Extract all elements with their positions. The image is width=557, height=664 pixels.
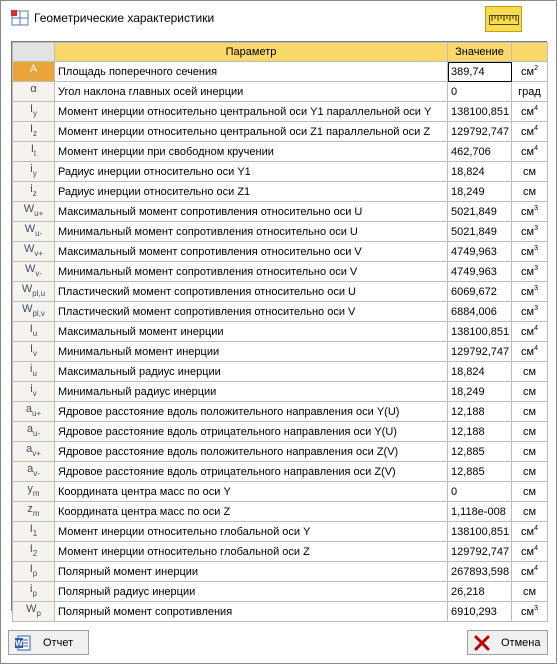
symbol-subscript: pl,v bbox=[32, 308, 45, 318]
row-value[interactable]: 18,249 bbox=[448, 382, 512, 402]
row-unit bbox=[512, 202, 548, 222]
row-parameter: Минимальный момент сопротивления относительно оси V bbox=[55, 262, 448, 282]
symbol-subscript: u- bbox=[35, 228, 43, 238]
symbol-base: I bbox=[29, 562, 33, 575]
row-unit bbox=[512, 462, 548, 482]
symbol-base: a bbox=[26, 422, 33, 435]
row-parameter: Момент инерции относительно центральной оси Z1 параллельной оси Z bbox=[55, 122, 448, 142]
row-symbol bbox=[13, 562, 55, 582]
symbol-subscript: u bbox=[32, 368, 37, 378]
row-symbol bbox=[13, 302, 55, 322]
unit-text: см bbox=[522, 185, 537, 198]
row-symbol bbox=[13, 62, 55, 82]
row-parameter: Максимальный радиус инерции bbox=[55, 362, 448, 382]
unit-power: 3 bbox=[534, 224, 538, 232]
close-x-icon bbox=[474, 635, 490, 654]
unit-power: 3 bbox=[534, 304, 538, 312]
symbol-base: I bbox=[30, 142, 34, 155]
properties-table-container[interactable] bbox=[11, 41, 547, 618]
symbol-base: I bbox=[29, 122, 34, 135]
symbol-subscript: v bbox=[32, 388, 37, 398]
unit-text: см bbox=[522, 425, 537, 438]
row-unit bbox=[512, 362, 548, 382]
unit-text: см bbox=[522, 165, 537, 178]
unit-power: 4 bbox=[534, 144, 538, 152]
unit-text: см bbox=[521, 345, 535, 358]
row-parameter: Радиус инерции относительно оси Z1 bbox=[55, 182, 448, 202]
table-row[interactable] bbox=[13, 322, 548, 342]
table-row[interactable] bbox=[13, 342, 548, 362]
row-parameter: Пластический момент сопротивления относительно оси U bbox=[55, 282, 448, 302]
row-value[interactable]: 6884,006 bbox=[448, 302, 512, 322]
symbol-base: W bbox=[21, 282, 33, 295]
row-parameter: Момент инерции относительно глобальной оси Y bbox=[55, 522, 448, 542]
unit-text: см bbox=[522, 405, 537, 418]
unit-text: см bbox=[522, 445, 537, 458]
report-button[interactable] bbox=[8, 630, 89, 655]
row-unit bbox=[512, 382, 548, 402]
table-row[interactable] bbox=[13, 482, 548, 502]
row-parameter: Минимальный момент сопротивления относительно оси U bbox=[55, 222, 448, 242]
row-parameter: Ядровое расстояние вдоль отрицательного направления оси Y(U) bbox=[55, 422, 448, 442]
symbol-subscript: y bbox=[33, 108, 38, 118]
table-row[interactable] bbox=[13, 302, 548, 322]
row-parameter: Площадь поперечного сечения bbox=[55, 62, 448, 82]
row-value[interactable]: 12,885 bbox=[448, 442, 512, 462]
symbol-subscript: v+ bbox=[34, 248, 44, 258]
symbol-base: z bbox=[27, 502, 33, 515]
row-parameter: Ядровое расстояние вдоль положительного направления оси Y(U) bbox=[55, 402, 448, 422]
unit-text: см bbox=[522, 365, 537, 378]
row-parameter: Полярный момент сопротивления bbox=[55, 602, 448, 622]
row-unit bbox=[512, 482, 548, 502]
symbol-base: W bbox=[22, 302, 33, 315]
row-parameter: Максимальный момент сопротивления относительно оси V bbox=[55, 242, 448, 262]
row-parameter: Момент инерции при свободном кручении bbox=[55, 142, 448, 162]
symbol-base: I bbox=[29, 102, 34, 115]
symbol-subscript: z bbox=[32, 188, 37, 198]
symbol-subscript: 1 bbox=[32, 528, 38, 538]
table-row[interactable] bbox=[13, 122, 548, 142]
symbol-subscript: 2 bbox=[32, 548, 38, 558]
row-unit bbox=[512, 282, 548, 302]
row-symbol bbox=[13, 242, 55, 262]
row-parameter: Координата центра масс по оси Y bbox=[55, 482, 448, 502]
symbol-subscript: v- bbox=[33, 468, 40, 478]
table-row[interactable] bbox=[13, 262, 548, 282]
row-unit bbox=[512, 262, 548, 282]
symbol-subscript: v+ bbox=[32, 448, 41, 458]
row-value[interactable]: 0 bbox=[448, 482, 512, 502]
row-symbol bbox=[13, 322, 55, 342]
symbol-subscript: p bbox=[32, 568, 38, 578]
row-unit bbox=[512, 542, 548, 562]
symbol-base: i bbox=[30, 182, 33, 195]
symbol-base: I bbox=[29, 322, 33, 335]
row-symbol bbox=[13, 342, 55, 362]
symbol-subscript: v bbox=[33, 348, 38, 358]
title-bar bbox=[1, 1, 556, 35]
row-unit bbox=[512, 242, 548, 262]
unit-power: 3 bbox=[534, 284, 538, 292]
svg-text:W: W bbox=[15, 639, 23, 648]
row-value[interactable]: 26,218 bbox=[448, 582, 512, 602]
unit-text: см bbox=[521, 145, 535, 158]
unit-text: см bbox=[521, 265, 535, 278]
row-parameter: Координата центра масс по оси Z bbox=[55, 502, 448, 522]
row-symbol bbox=[13, 462, 55, 482]
row-value[interactable]: 138100,851 bbox=[448, 522, 512, 542]
row-parameter: Полярный момент инерции bbox=[55, 562, 448, 582]
section-properties-icon bbox=[11, 10, 29, 26]
row-unit bbox=[512, 182, 548, 202]
row-value[interactable]: 138100,851 bbox=[448, 102, 512, 122]
unit-power: 4 bbox=[534, 344, 538, 352]
row-unit bbox=[512, 442, 548, 462]
symbol-base: i bbox=[30, 382, 33, 395]
table-row[interactable] bbox=[13, 182, 548, 202]
unit-text: см bbox=[521, 105, 535, 118]
unit-text: см bbox=[521, 205, 535, 218]
row-symbol bbox=[13, 442, 55, 462]
unit-text: см bbox=[522, 465, 537, 478]
properties-table bbox=[12, 42, 548, 622]
unit-text: см bbox=[521, 325, 535, 338]
symbol-base: W bbox=[23, 242, 35, 255]
row-unit bbox=[512, 602, 548, 622]
row-unit bbox=[512, 102, 548, 122]
row-symbol bbox=[13, 122, 55, 142]
cancel-button-label: Отмена bbox=[501, 637, 541, 649]
row-symbol bbox=[13, 382, 55, 402]
header-corner bbox=[13, 43, 55, 62]
unit-power: 3 bbox=[534, 264, 538, 272]
symbol-subscript: u+ bbox=[34, 208, 44, 218]
unit-power: 4 bbox=[534, 524, 538, 532]
table-row[interactable] bbox=[13, 462, 548, 482]
row-unit bbox=[512, 562, 548, 582]
row-parameter: Максимальный момент инерции bbox=[55, 322, 448, 342]
symbol-subscript: u- bbox=[33, 428, 41, 438]
symbol-base: I bbox=[29, 342, 34, 355]
symbol-subscript: p bbox=[32, 588, 37, 598]
row-value[interactable]: 6069,672 bbox=[448, 282, 512, 302]
symbol-subscript: pl,u bbox=[32, 288, 46, 298]
table-row[interactable] bbox=[13, 562, 548, 582]
row-symbol bbox=[13, 262, 55, 282]
unit-power: 4 bbox=[534, 324, 538, 332]
row-symbol bbox=[13, 182, 55, 202]
row-parameter: Полярный радиус инерции bbox=[55, 582, 448, 602]
row-parameter: Минимальный момент инерции bbox=[55, 342, 448, 362]
row-symbol bbox=[13, 422, 55, 442]
table-row[interactable] bbox=[13, 442, 548, 462]
unit-power: 4 bbox=[534, 124, 538, 132]
row-value[interactable]: 18,824 bbox=[448, 362, 512, 382]
table-row[interactable] bbox=[13, 522, 548, 542]
row-unit bbox=[512, 422, 548, 442]
table-row[interactable] bbox=[13, 542, 548, 562]
unit-text: см bbox=[522, 485, 537, 498]
unit-power: 4 bbox=[534, 544, 538, 552]
row-symbol bbox=[13, 362, 55, 382]
row-value[interactable]: 18,249 bbox=[448, 182, 512, 202]
row-unit bbox=[512, 342, 548, 362]
row-value[interactable]: 1,118e-008 bbox=[448, 502, 512, 522]
row-value[interactable]: 129792,747 bbox=[448, 122, 512, 142]
table-row[interactable] bbox=[13, 422, 548, 442]
row-unit bbox=[512, 522, 548, 542]
symbol-subscript: z bbox=[33, 128, 38, 138]
row-unit bbox=[512, 122, 548, 142]
symbol-base: W bbox=[26, 602, 37, 615]
unit-power: 2 bbox=[534, 64, 538, 72]
row-parameter: Минимальный радиус инерции bbox=[55, 382, 448, 402]
row-symbol bbox=[13, 502, 55, 522]
row-value[interactable]: 12,188 bbox=[448, 402, 512, 422]
row-unit bbox=[512, 502, 548, 522]
row-value[interactable]: 5021,849 bbox=[448, 202, 512, 222]
table-row[interactable] bbox=[13, 502, 548, 522]
row-parameter: Ядровое расстояние вдоль отрицательного направления оси Z(V) bbox=[55, 462, 448, 482]
table-row[interactable] bbox=[13, 82, 548, 102]
symbol-subscript: y bbox=[32, 168, 37, 178]
symbol-base: α bbox=[30, 82, 37, 95]
row-symbol bbox=[13, 82, 55, 102]
symbol-base: i bbox=[30, 362, 33, 375]
symbol-subscript: v- bbox=[35, 268, 43, 278]
row-value[interactable]: 129792,747 bbox=[448, 342, 512, 362]
row-unit bbox=[512, 162, 548, 182]
row-value[interactable]: 6910,293 bbox=[448, 602, 512, 622]
row-unit bbox=[512, 82, 548, 102]
row-unit bbox=[512, 222, 548, 242]
row-value[interactable]: 4749,963 bbox=[448, 262, 512, 282]
row-symbol bbox=[13, 402, 55, 422]
symbol-base: a bbox=[25, 402, 32, 415]
symbol-base: i bbox=[30, 162, 33, 175]
unit-text: см bbox=[521, 285, 535, 298]
header-value[interactable]: Значение bbox=[448, 43, 512, 62]
row-value[interactable]: 18,824 bbox=[448, 162, 512, 182]
row-parameter: Момент инерции относительно центральной оси Y1 параллельной оси Y bbox=[55, 102, 448, 122]
row-parameter: Максимальный момент сопротивления относительно оси U bbox=[55, 202, 448, 222]
row-symbol bbox=[13, 202, 55, 222]
unit-text: см bbox=[522, 505, 537, 518]
row-parameter: Момент инерции относительно глобальной оси Z bbox=[55, 542, 448, 562]
table-body bbox=[13, 62, 548, 622]
unit-text: см bbox=[521, 305, 535, 318]
report-button-label: Отчет bbox=[43, 637, 74, 649]
row-unit bbox=[512, 142, 548, 162]
table-row[interactable] bbox=[13, 102, 548, 122]
row-value[interactable]: 267893,598 bbox=[448, 562, 512, 582]
table-row[interactable] bbox=[13, 162, 548, 182]
symbol-base: I bbox=[29, 542, 33, 555]
row-symbol bbox=[13, 222, 55, 242]
row-symbol bbox=[13, 142, 55, 162]
cancel-button[interactable] bbox=[467, 630, 548, 655]
table-row[interactable] bbox=[13, 202, 548, 222]
row-unit bbox=[512, 582, 548, 602]
table-row[interactable] bbox=[13, 242, 548, 262]
symbol-subscript: m bbox=[32, 508, 40, 518]
table-row[interactable] bbox=[13, 402, 548, 422]
row-parameter: Угол наклона главных осей инерции bbox=[55, 82, 448, 102]
symbol-base: I bbox=[29, 522, 33, 535]
unit-power: 4 bbox=[534, 104, 538, 112]
ruler-icon bbox=[489, 13, 519, 26]
row-symbol bbox=[13, 522, 55, 542]
symbol-base: W bbox=[24, 262, 36, 275]
unit-text: см bbox=[521, 65, 535, 78]
unit-power: 3 bbox=[534, 244, 538, 252]
table-row[interactable] bbox=[13, 602, 548, 622]
unit-text: град bbox=[518, 85, 541, 98]
window-title: Геометрические характеристики bbox=[34, 11, 215, 25]
row-unit bbox=[512, 302, 548, 322]
header-unit bbox=[512, 43, 548, 62]
ruler-button[interactable] bbox=[485, 6, 522, 32]
symbol-subscript: m bbox=[32, 488, 40, 498]
unit-text: см bbox=[521, 605, 535, 618]
unit-power: 3 bbox=[534, 204, 538, 212]
row-symbol bbox=[13, 282, 55, 302]
row-parameter: Пластический момент сопротивления относительно оси V bbox=[55, 302, 448, 322]
unit-text: см bbox=[521, 545, 535, 558]
table-row[interactable] bbox=[13, 282, 548, 302]
table-row[interactable] bbox=[13, 362, 548, 382]
symbol-base: i bbox=[30, 582, 33, 595]
unit-power: 4 bbox=[534, 564, 538, 572]
row-symbol bbox=[13, 162, 55, 182]
symbol-base: W bbox=[23, 202, 35, 215]
row-value[interactable]: 5021,849 bbox=[448, 222, 512, 242]
table-header-row bbox=[13, 43, 548, 62]
table-row[interactable] bbox=[13, 142, 548, 162]
table-row[interactable] bbox=[13, 62, 548, 82]
word-document-icon bbox=[15, 635, 31, 654]
row-unit bbox=[512, 322, 548, 342]
unit-power: 3 bbox=[534, 604, 538, 612]
unit-text: см bbox=[521, 245, 535, 258]
row-symbol bbox=[13, 602, 55, 622]
table-row[interactable] bbox=[13, 382, 548, 402]
row-unit bbox=[512, 402, 548, 422]
unit-text: см bbox=[521, 225, 535, 238]
row-value[interactable]: 12,188 bbox=[448, 422, 512, 442]
symbol-subscript: p bbox=[36, 608, 41, 618]
row-value[interactable]: 129792,747 bbox=[448, 542, 512, 562]
table-row[interactable] bbox=[13, 222, 548, 242]
row-unit bbox=[512, 62, 548, 82]
unit-text: см bbox=[522, 385, 537, 398]
unit-text: см bbox=[522, 585, 537, 598]
row-symbol bbox=[13, 102, 55, 122]
row-value[interactable]: 462,706 bbox=[448, 142, 512, 162]
row-symbol bbox=[13, 542, 55, 562]
symbol-subscript: u+ bbox=[32, 408, 42, 418]
symbol-base: y bbox=[27, 482, 33, 495]
symbol-subscript: t bbox=[33, 148, 37, 158]
row-symbol bbox=[13, 482, 55, 502]
symbol-subscript: u bbox=[32, 328, 38, 338]
row-value[interactable]: 12,885 bbox=[448, 462, 512, 482]
row-symbol bbox=[13, 582, 55, 602]
symbol-base: A bbox=[29, 62, 38, 75]
row-parameter: Радиус инерции относительно оси Y1 bbox=[55, 162, 448, 182]
row-value[interactable]: 4749,963 bbox=[448, 242, 512, 262]
table-row[interactable] bbox=[13, 582, 548, 602]
unit-text: см bbox=[521, 125, 535, 138]
row-value[interactable]: 389,74 bbox=[448, 62, 512, 82]
unit-text: см bbox=[521, 525, 535, 538]
row-value[interactable]: 0 bbox=[448, 82, 512, 102]
row-value[interactable]: 138100,851 bbox=[448, 322, 512, 342]
row-parameter: Ядровое расстояние вдоль положительного направления оси Z(V) bbox=[55, 442, 448, 462]
symbol-base: a bbox=[26, 442, 33, 455]
header-parameter[interactable]: Параметр bbox=[55, 43, 448, 62]
unit-text: см bbox=[521, 565, 535, 578]
symbol-base: a bbox=[27, 462, 34, 475]
symbol-base: W bbox=[24, 222, 36, 235]
